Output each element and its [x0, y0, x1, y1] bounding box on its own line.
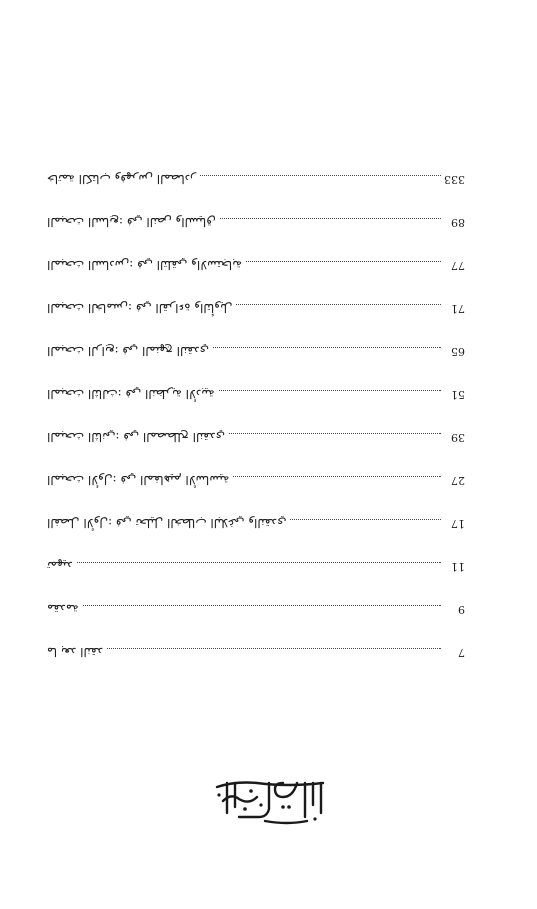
toc-entry-title: تمهيد: [47, 559, 73, 573]
toc-entry-title: المبحث الثاني: في المصطلح النقدي: [47, 430, 225, 444]
toc-entry: [47, 214, 465, 257]
toc-entry-page: 65: [451, 345, 465, 358]
toc-entry-page: 51: [451, 388, 465, 401]
toc-entry: [47, 429, 465, 472]
toc-dot-leader: [236, 304, 441, 306]
toc-entry: [47, 472, 465, 515]
toc-entry-page: 11: [451, 560, 465, 573]
toc-entry-page: 333: [444, 173, 465, 186]
toc-dot-leader: [290, 519, 441, 521]
toc-entry: [47, 300, 465, 343]
toc-dot-leader: [213, 347, 441, 349]
toc-entry-page: 7: [458, 646, 465, 659]
toc-entry: [47, 257, 465, 300]
toc-entry: [47, 515, 465, 558]
toc-dot-leader: [219, 390, 441, 392]
toc-entry-page: 9: [458, 603, 465, 616]
toc-entry-page: 71: [451, 302, 465, 315]
toc-entry: [47, 558, 465, 601]
table-of-contents: [47, 171, 465, 687]
toc-entry-title: المبحث الثالث: في النظرية الأدبية: [47, 387, 215, 401]
toc-entry-page: 17: [451, 517, 465, 530]
toc-entry-page: 27: [451, 474, 465, 487]
toc-entry-title: ما بعد النقد: [47, 645, 104, 659]
toc-entry-title: الفصل الأول: في تحليل الخطاب البلاغي والنقدي: [47, 516, 287, 530]
toc-entry-title: خاتمة الكتاب وفهرس المصادر: [47, 172, 196, 186]
toc-dot-leader: [77, 562, 441, 564]
toc-dot-leader: [200, 175, 441, 177]
toc-dot-leader: [83, 605, 441, 607]
toc-entry: [47, 601, 465, 644]
toc-entry-page: 77: [451, 259, 465, 272]
toc-dot-leader: [107, 648, 441, 650]
toc-entry-title: المبحث الخامس: في القراءة والتأويل: [47, 301, 233, 315]
toc-entry-page: 39: [451, 431, 465, 444]
toc-entry-title: المبحث السادس: في التلقي والاستجابة: [47, 258, 242, 272]
toc-dot-leader: [233, 476, 441, 478]
toc-dot-leader: [246, 261, 441, 263]
toc-entry: [47, 386, 465, 429]
toc-entry-page: 89: [451, 216, 465, 229]
toc-entry-title: المبحث السابع: في النص والسياق: [47, 215, 216, 229]
toc-entry: [47, 343, 465, 386]
toc-dot-leader: [220, 218, 441, 220]
toc-entry: [47, 171, 465, 214]
toc-dot-leader: [229, 433, 441, 435]
toc-entry-title: المبحث الرابع: في المنهج النقدي: [47, 344, 209, 358]
toc-entry: [47, 644, 465, 687]
publisher-emblem-icon: [213, 777, 327, 827]
toc-entry-title: مقدمة: [47, 602, 79, 616]
toc-entry-title: المبحث الأول: في المفاهيم الأساسية: [47, 473, 230, 487]
